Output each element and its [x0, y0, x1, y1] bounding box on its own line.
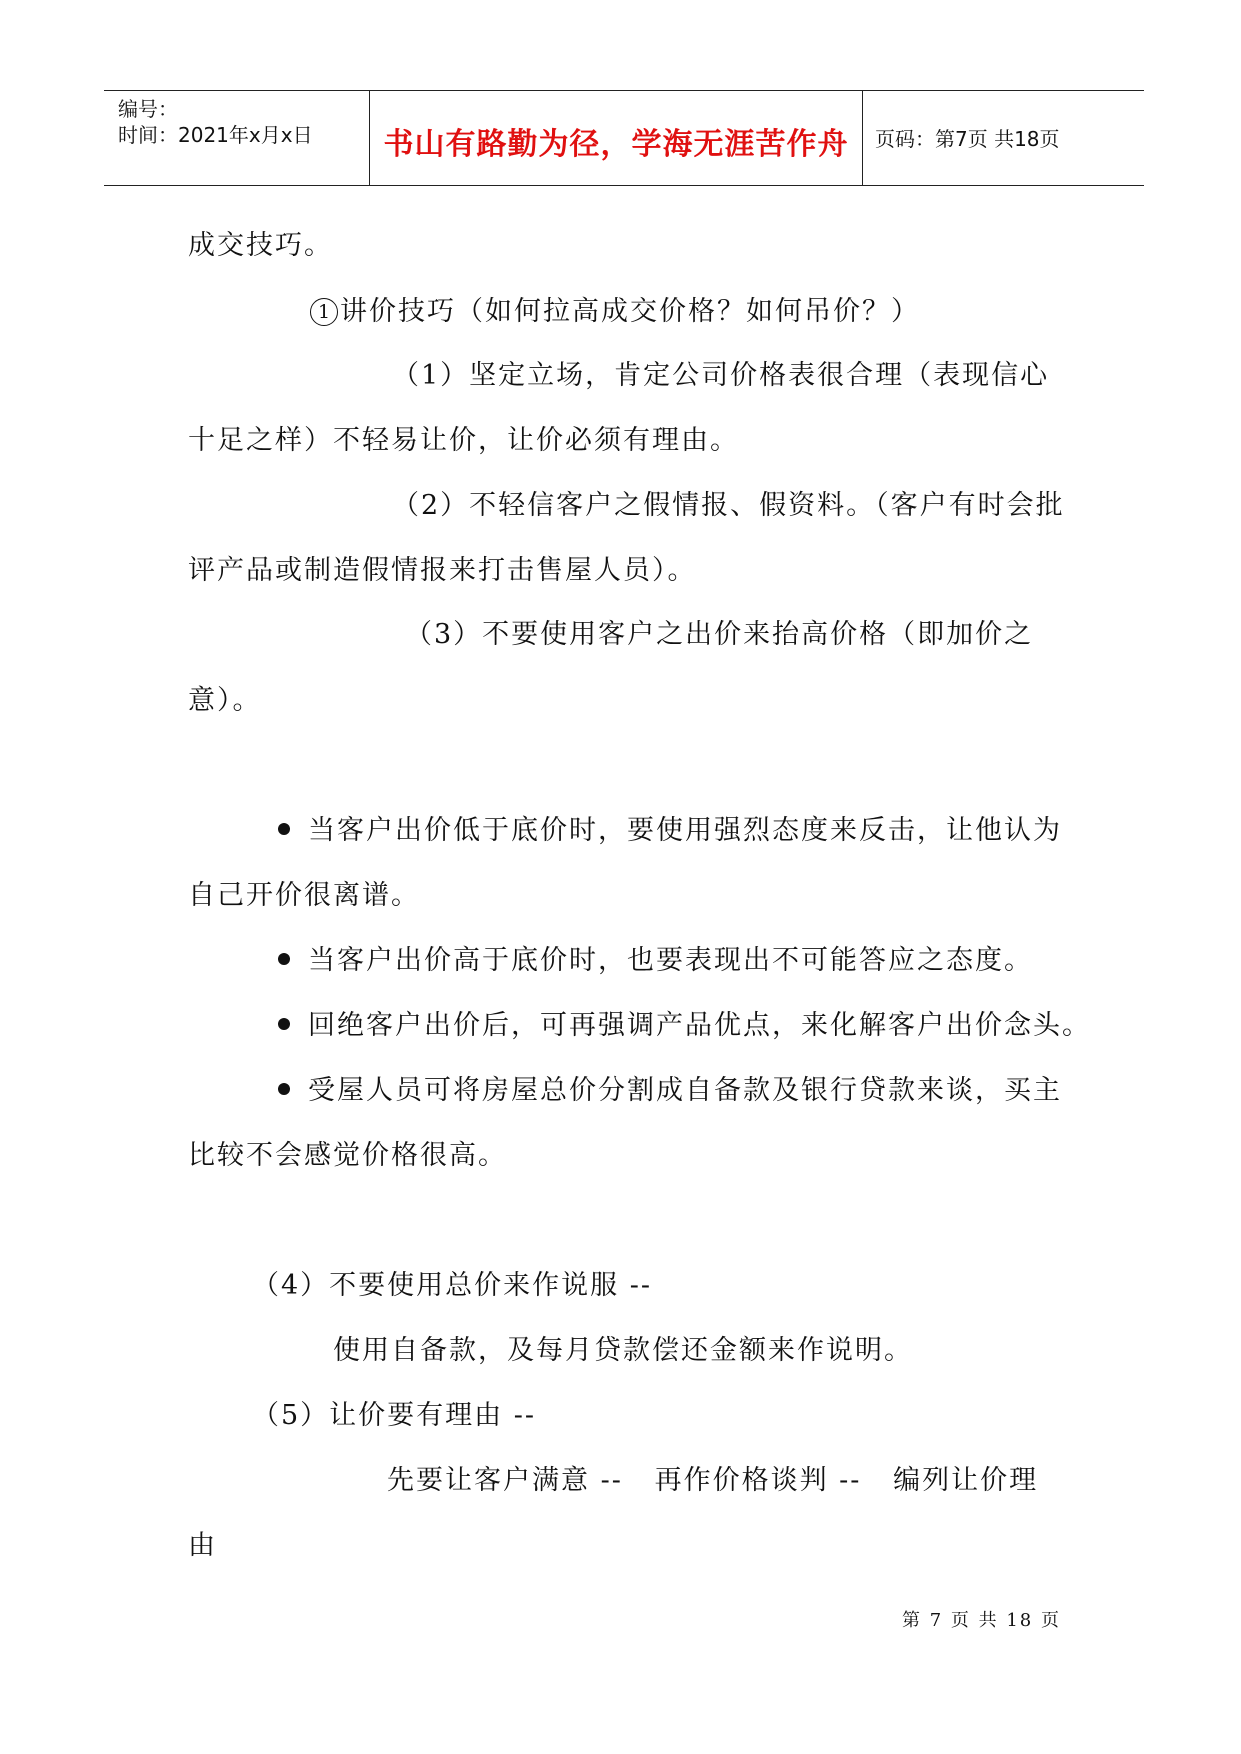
body-line: （2）不轻信客户之假情报、假资料。（客户有时会批	[392, 490, 1065, 521]
body-line: （5）让价要有理由 --	[252, 1400, 537, 1431]
body-line: 比较不会感觉价格很高。	[188, 1140, 507, 1171]
bullet-dot-icon	[278, 1083, 290, 1095]
bullet-item	[278, 938, 1033, 977]
header-motto: 书山有路勤为径，学海无涯苦作舟	[383, 127, 849, 162]
body-line: （1）坚定立场，肯定公司价格表很合理（表现信心	[392, 360, 1050, 391]
bullet-dot-icon	[278, 1018, 290, 1030]
bullet-text: 回绝客户出价后，可再强调产品优点，来化解客户出价念头。	[308, 1010, 1091, 1041]
body-line-heading	[310, 289, 920, 328]
body-line: 十足之样）不轻易让价，让价必须有理由。	[188, 425, 739, 456]
bullet-text: 受屋人员可将房屋总价分割成自备款及银行贷款来谈，买主	[308, 1075, 1062, 1106]
header-table	[104, 90, 1144, 186]
bullet-item	[278, 808, 1062, 847]
body-line: 由	[188, 1530, 217, 1561]
header-right-cell	[863, 91, 1144, 185]
body-line: 评产品或制造假情报来打击售屋人员）。	[188, 555, 697, 586]
body-line: 使用自备款，及每月贷款偿还金额来作说明。	[333, 1335, 913, 1366]
body-line: 成交技巧。	[188, 230, 333, 261]
body-line: （4）不要使用总价来作说服 --	[252, 1270, 653, 1301]
document-number-label: 编号：	[118, 97, 178, 121]
header-middle-cell	[370, 91, 863, 185]
body-line: 先要让客户满意 -- 再作价格谈判 -- 编列让价理	[387, 1465, 1039, 1496]
footer-page-number: 第 7 页 共 18 页	[902, 1610, 1061, 1631]
body-line: （3）不要使用客户之出价来抬高价格（即加价之	[405, 619, 1034, 650]
heading-text: 讲价技巧（如何拉高成交价格？如何吊价？）	[340, 296, 920, 327]
circled-number-marker: 1	[310, 298, 338, 326]
header-left-cell	[104, 91, 370, 185]
bullet-text: 当客户出价低于底价时，要使用强烈态度来反击，让他认为	[308, 815, 1062, 846]
header-page-label: 页码：第7页 共18页	[875, 127, 1060, 151]
bullet-dot-icon	[278, 823, 290, 835]
document-time-label: 时间：2021年x月x日	[118, 123, 313, 147]
body-line: 意）。	[188, 685, 262, 716]
body-line: 自己开价很离谱。	[188, 880, 420, 911]
bullet-dot-icon	[278, 953, 290, 965]
bullet-item	[278, 1068, 1062, 1107]
bullet-text: 当客户出价高于底价时，也要表现出不可能答应之态度。	[308, 945, 1033, 976]
bullet-item	[278, 1003, 1091, 1042]
